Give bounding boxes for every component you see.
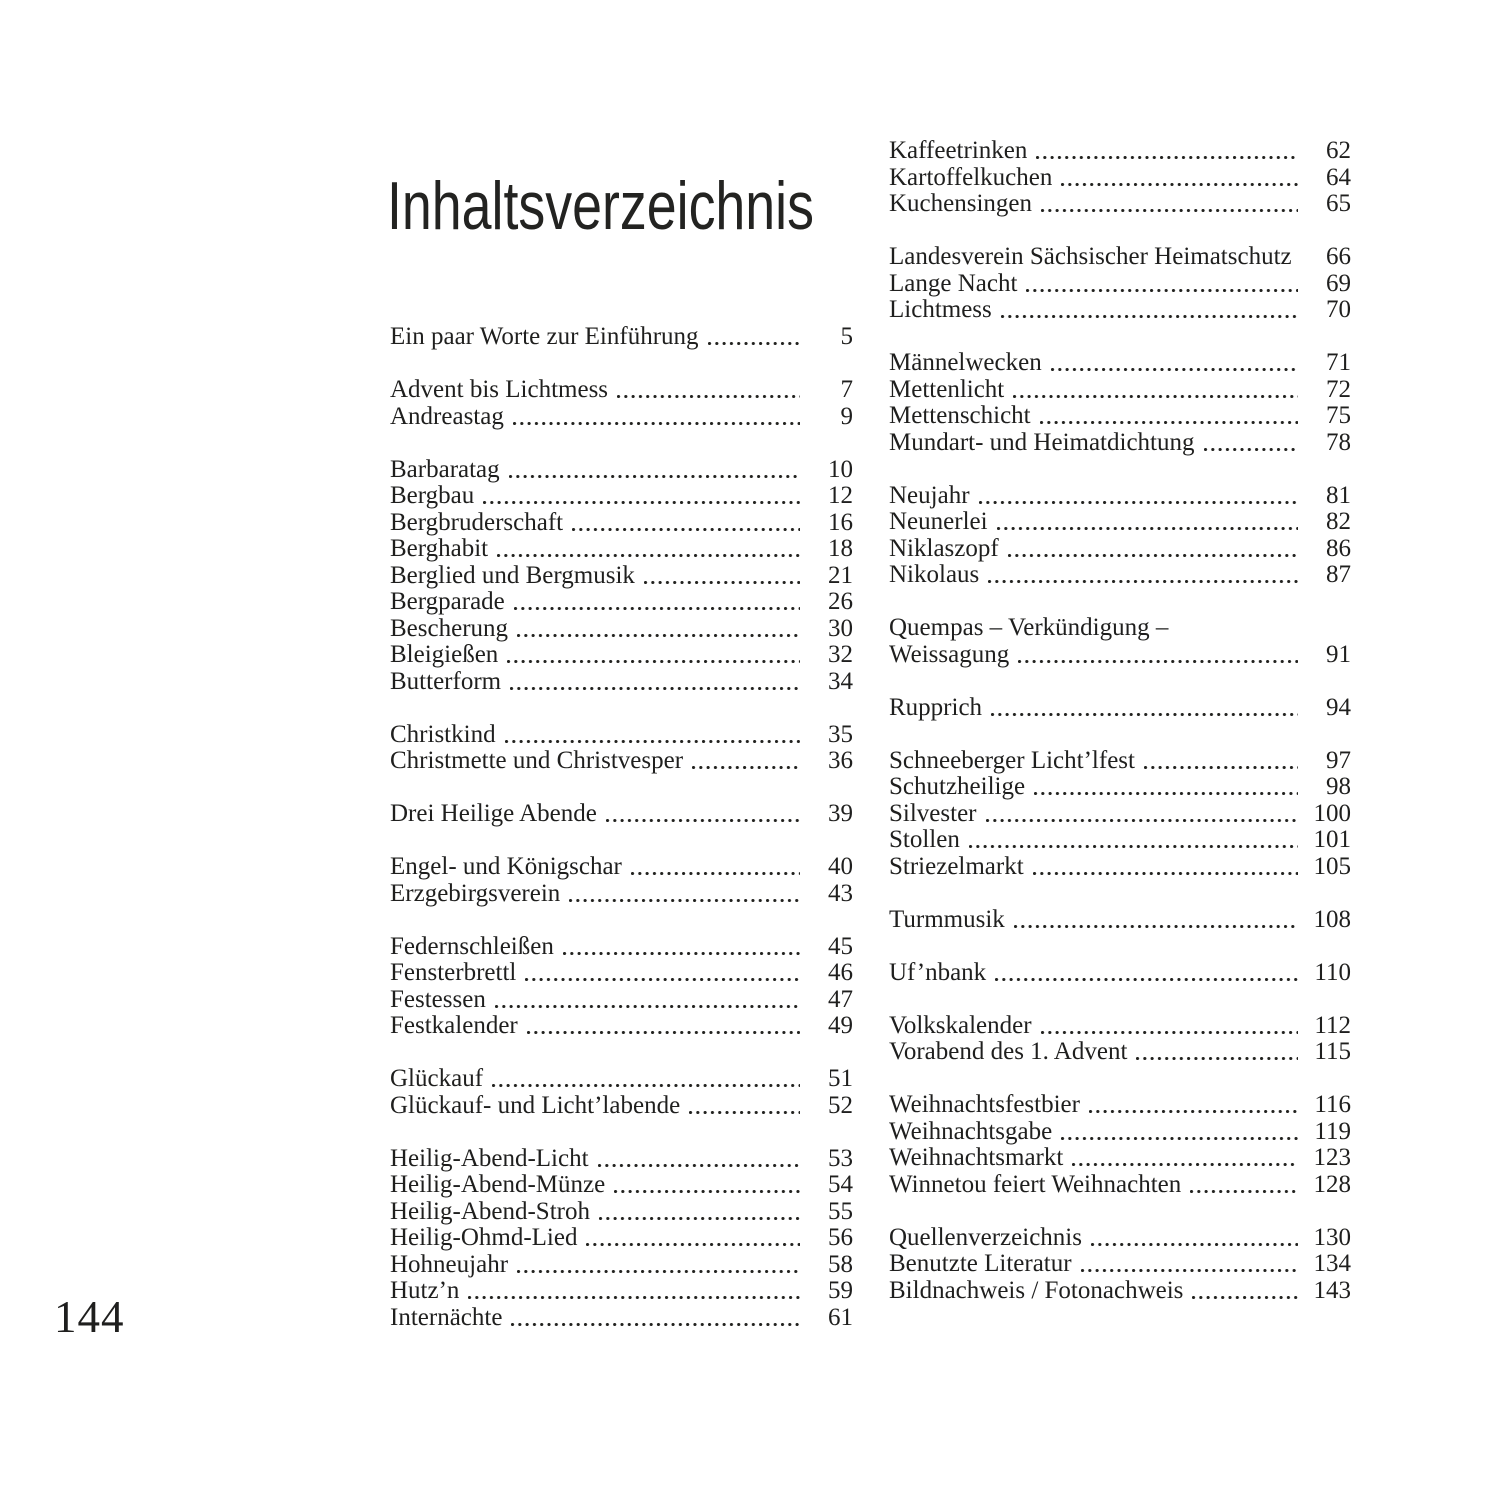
toc-entry — [889, 960, 1351, 987]
toc-entry — [390, 457, 853, 484]
entry-page-number: 61 — [828, 1303, 853, 1331]
dot-leader — [599, 1217, 800, 1220]
toc-entry — [889, 1119, 1351, 1146]
entry-label: Glückauf — [390, 1065, 484, 1092]
toc-entry — [889, 827, 1351, 854]
entry-page-number: 98 — [1326, 773, 1351, 800]
entry-label: Mettenschicht — [889, 402, 1031, 429]
page-title: Inhaltsverzeichnis — [387, 167, 814, 244]
toc-entry — [889, 377, 1351, 404]
toc-entry — [390, 987, 853, 1014]
toc-group — [390, 377, 853, 430]
entry-page-number: 112 — [1314, 1011, 1351, 1039]
entry-label: Bergbruderschaft — [390, 508, 564, 536]
entry-label: Stollen — [889, 826, 960, 853]
entry-label: Bergparade — [390, 588, 505, 615]
dot-leader — [517, 1270, 800, 1273]
entry-label: Fensterbrettl — [390, 959, 517, 986]
dot-leader — [517, 634, 800, 637]
entry-label: Erzgebirgsverein — [390, 879, 561, 907]
entry-label: Heilig-Abend-Münze — [390, 1171, 606, 1198]
toc-entry — [390, 1252, 853, 1279]
entry-page-number: 69 — [1326, 269, 1351, 297]
dot-leader — [692, 766, 800, 769]
dot-leader — [468, 1296, 800, 1299]
toc-entry — [390, 1278, 853, 1305]
entry-page-number: 116 — [1314, 1091, 1351, 1118]
toc-group — [390, 324, 853, 351]
entry-page-number: 59 — [828, 1277, 853, 1304]
entry-page-number: 123 — [1313, 1144, 1351, 1171]
entry-page-number: 72 — [1326, 375, 1351, 403]
entry-label: Neunerlei — [889, 508, 988, 535]
entry-page-number: 119 — [1314, 1117, 1351, 1145]
entry-page-number: 94 — [1326, 693, 1351, 721]
entry-label: Quellenverzeichnis — [889, 1223, 1082, 1251]
entry-label: Niklaszopf — [889, 534, 999, 562]
entry-page-number: 12 — [828, 482, 853, 509]
entry-page-number: 81 — [1326, 481, 1351, 509]
entry-label: Weihnachtsmarkt — [889, 1144, 1064, 1171]
entry-label: Quempas – Verkündigung – — [889, 614, 1169, 641]
toc-group — [889, 1092, 1351, 1198]
entry-page-number: 10 — [828, 455, 853, 483]
dot-leader — [979, 501, 1298, 504]
entry-label: Mettenlicht — [889, 375, 1005, 403]
entry-label: Lichtmess — [889, 296, 992, 323]
dot-leader — [617, 395, 800, 398]
dot-leader — [1061, 183, 1298, 186]
dot-leader — [1026, 289, 1298, 292]
toc-entry — [889, 430, 1351, 457]
entry-page-number: 82 — [1326, 508, 1351, 535]
toc-group — [889, 1013, 1351, 1066]
entry-label: Männelwecken — [889, 349, 1042, 376]
entry-label: Heilig-Abend-Stroh — [390, 1197, 590, 1225]
entry-label: Vorabend des 1. Advent — [889, 1038, 1128, 1065]
toc-column-left — [390, 324, 853, 1331]
toc-entry — [390, 722, 853, 749]
dot-leader — [1034, 792, 1298, 795]
entry-label: Rupprich — [889, 693, 983, 721]
toc-column-right — [889, 138, 1351, 1304]
toc-group — [889, 350, 1351, 456]
toc-entry — [889, 1225, 1351, 1252]
toc-entry — [390, 748, 853, 775]
dot-leader — [606, 819, 800, 822]
toc-group — [889, 615, 1351, 668]
toc-entry — [390, 377, 853, 404]
toc-entry — [889, 801, 1351, 828]
dot-leader — [991, 713, 1298, 716]
toc-group — [889, 695, 1351, 722]
toc-entry — [889, 138, 1351, 165]
entry-page-number: 56 — [828, 1224, 853, 1251]
entry-page-number: 86 — [1326, 534, 1351, 562]
dot-leader — [483, 501, 800, 504]
dot-leader — [1081, 1269, 1298, 1272]
entry-page-number: 46 — [828, 959, 853, 986]
entry-label: Festkalender — [390, 1012, 518, 1039]
dot-leader — [997, 527, 1298, 530]
entry-label: Winnetou feiert Weihnachten — [889, 1170, 1182, 1198]
entry-label: Heilig-Abend-Licht — [390, 1144, 589, 1172]
dot-leader — [1041, 1031, 1298, 1034]
toc-group — [889, 483, 1351, 589]
toc-group — [390, 1066, 853, 1119]
entry-label: Christmette und Christvesper — [390, 747, 684, 774]
dot-leader — [988, 580, 1298, 583]
toc-entry — [889, 1172, 1351, 1199]
entry-page-number: 101 — [1313, 826, 1351, 853]
entry-page-number: 110 — [1314, 958, 1351, 986]
dot-leader — [614, 1190, 800, 1193]
toc-entry — [390, 1093, 853, 1120]
dot-leader — [1051, 368, 1298, 371]
entry-label: Weihnachtsfestbier — [889, 1091, 1080, 1118]
entry-label: Hutz’n — [390, 1277, 460, 1304]
toc-group — [390, 1146, 853, 1332]
toc-entry — [889, 350, 1351, 377]
dot-leader — [1089, 1110, 1298, 1113]
dot-leader — [1192, 1296, 1298, 1299]
entry-page-number: 16 — [828, 508, 853, 536]
entry-page-number: 97 — [1326, 746, 1351, 774]
dot-leader — [525, 978, 800, 981]
toc-entry — [889, 1039, 1351, 1066]
dot-leader — [986, 819, 1299, 822]
toc-group — [889, 748, 1351, 881]
dot-leader — [995, 978, 1298, 981]
dot-leader — [1018, 660, 1298, 663]
entry-page-number: 45 — [828, 932, 853, 960]
dot-leader — [1033, 872, 1298, 875]
entry-page-number: 34 — [828, 667, 853, 695]
toc-group — [889, 138, 1351, 218]
toc-entry — [889, 509, 1351, 536]
dot-leader — [1001, 315, 1298, 318]
entry-label: Ein paar Worte zur Einführung — [390, 323, 699, 350]
toc-entry — [889, 191, 1351, 218]
dot-leader — [497, 554, 800, 557]
entry-page-number: 108 — [1313, 905, 1351, 933]
dot-leader — [569, 899, 800, 902]
entry-label: Schneeberger Licht’lfest — [889, 746, 1135, 774]
dot-leader — [644, 581, 800, 584]
entry-page-number: 9 — [840, 402, 853, 430]
entry-label: Kaffeetrinken — [889, 137, 1028, 164]
dot-leader — [1041, 209, 1298, 212]
entry-label: Mundart- und Heimatdichtung — [889, 428, 1195, 456]
entry-label: Nikolaus — [889, 561, 980, 588]
entry-label: Striezelmarkt — [889, 852, 1024, 880]
toc-entry — [889, 615, 1351, 642]
dot-leader — [1061, 1137, 1298, 1140]
entry-label: Glückauf- und Licht’labende — [390, 1091, 681, 1119]
entry-page-number: 32 — [828, 641, 853, 668]
dot-leader — [1144, 766, 1298, 769]
dot-leader — [1014, 925, 1298, 928]
entry-label: Heilig-Ohmd-Lied — [390, 1224, 578, 1251]
entry-page-number: 115 — [1314, 1038, 1351, 1065]
entry-page-number: 70 — [1326, 296, 1351, 323]
entry-label: Berghabit — [390, 535, 489, 562]
entry-page-number: 100 — [1313, 799, 1351, 827]
dot-leader — [598, 1164, 800, 1167]
toc-group — [889, 244, 1351, 324]
dot-leader — [708, 342, 800, 345]
entry-label: Bleigießen — [390, 641, 499, 668]
entry-label: Drei Heilige Abende — [390, 800, 597, 827]
entry-page-number: 62 — [1326, 137, 1351, 164]
dot-leader — [631, 872, 800, 875]
toc-entry — [889, 1278, 1351, 1305]
dot-leader — [1136, 1057, 1298, 1060]
toc-entry — [390, 1066, 853, 1093]
dot-leader — [1091, 1243, 1298, 1246]
toc-entry — [889, 695, 1351, 722]
toc-entry — [889, 403, 1351, 430]
toc-entry — [889, 854, 1351, 881]
toc-entry — [889, 165, 1351, 192]
toc-entry — [390, 801, 853, 828]
toc-entry — [889, 562, 1351, 589]
toc-entry — [390, 669, 853, 696]
entry-label: Silvester — [889, 799, 977, 827]
entry-page-number: 53 — [828, 1144, 853, 1172]
entry-label: Neujahr — [889, 481, 970, 509]
toc-entry — [889, 642, 1351, 669]
dot-leader — [1013, 395, 1298, 398]
toc-group — [889, 1225, 1351, 1305]
entry-label: Christkind — [390, 720, 496, 748]
entry-page-number: 39 — [828, 800, 853, 827]
toc-entry — [889, 297, 1351, 324]
toc-entry — [889, 536, 1351, 563]
entry-page-number: 36 — [828, 747, 853, 774]
dot-leader — [1008, 554, 1298, 557]
entry-page-number: 71 — [1326, 349, 1351, 376]
toc-group — [390, 722, 853, 775]
entry-label: Engel- und Königschar — [390, 853, 622, 880]
entry-page-number: 40 — [828, 853, 853, 880]
toc-entry — [390, 642, 853, 669]
toc-entry — [390, 1013, 853, 1040]
entry-label: Butterform — [390, 667, 502, 695]
entry-label: Lange Nacht — [889, 269, 1018, 297]
entry-page-number: 55 — [828, 1197, 853, 1225]
entry-label: Landesverein Sächsischer Heimatschutz — [889, 243, 1292, 270]
dot-leader — [1190, 1190, 1298, 1193]
entry-label: Benutzte Literatur — [889, 1250, 1072, 1277]
entry-page-number: 49 — [828, 1012, 853, 1039]
toc-entry — [889, 774, 1351, 801]
entry-page-number: 87 — [1326, 561, 1351, 588]
toc-entry — [390, 1199, 853, 1226]
dot-leader — [1040, 421, 1298, 424]
toc-entry — [390, 404, 853, 431]
toc-entry — [390, 483, 853, 510]
toc-entry — [390, 854, 853, 881]
toc-entry — [889, 748, 1351, 775]
entry-label: Turmmusik — [889, 905, 1005, 933]
entry-label: Uf’nbank — [889, 958, 987, 986]
entry-page-number: 5 — [840, 323, 853, 350]
toc-entry — [390, 1305, 853, 1332]
toc-group — [889, 960, 1351, 987]
dot-leader — [505, 740, 800, 743]
toc-entry — [390, 881, 853, 908]
entry-label: Barbaratag — [390, 455, 500, 483]
dot-leader — [511, 1323, 800, 1326]
entry-label: Bildnachweis / Fotonachweis — [889, 1276, 1184, 1304]
entry-label: Weihnachtsgabe — [889, 1117, 1053, 1145]
toc-entry — [390, 934, 853, 961]
dot-leader — [492, 1084, 800, 1087]
entry-page-number: 58 — [828, 1250, 853, 1278]
entry-page-number: 130 — [1313, 1223, 1351, 1251]
entry-page-number: 7 — [840, 376, 853, 403]
entry-label: Andreastag — [390, 402, 504, 430]
toc-entry — [889, 1092, 1351, 1119]
toc-entry — [889, 1145, 1351, 1172]
toc-group — [390, 854, 853, 907]
entry-label: Berglied und Bergmusik — [390, 561, 635, 589]
entry-label: Festessen — [390, 985, 486, 1013]
toc-entry — [889, 1251, 1351, 1278]
entry-page-number: 18 — [828, 535, 853, 562]
dot-leader — [572, 528, 800, 531]
toc-entry — [390, 324, 853, 351]
entry-label: Kartoffelkuchen — [889, 163, 1053, 191]
entry-label: Advent bis Lichtmess — [390, 376, 609, 403]
entry-page-number: 65 — [1326, 190, 1351, 217]
entry-label: Schutzheilige — [889, 773, 1026, 800]
entry-page-number: 30 — [828, 614, 853, 642]
dot-leader — [1204, 448, 1299, 451]
entry-page-number: 43 — [828, 879, 853, 907]
toc-group — [889, 907, 1351, 934]
dot-leader — [563, 952, 800, 955]
dot-leader — [495, 1005, 800, 1008]
toc-entry — [889, 244, 1351, 271]
toc-entry — [889, 483, 1351, 510]
toc-group — [390, 801, 853, 828]
entry-page-number: 91 — [1326, 640, 1351, 668]
entry-page-number: 52 — [828, 1091, 853, 1119]
dot-leader — [1036, 156, 1298, 159]
toc-group — [390, 934, 853, 1040]
toc-entry — [390, 589, 853, 616]
dot-leader — [969, 845, 1298, 848]
toc-entry — [889, 271, 1351, 298]
entry-page-number: 21 — [828, 561, 853, 589]
dot-leader — [514, 607, 800, 610]
dot-leader — [510, 687, 800, 690]
entry-page-number: 66 — [1326, 243, 1351, 270]
entry-label: Bescherung — [390, 614, 509, 642]
entry-label: Internächte — [390, 1303, 503, 1331]
entry-page-number: 134 — [1313, 1250, 1351, 1277]
entry-page-number: 143 — [1313, 1276, 1351, 1304]
entry-page-number: 51 — [828, 1065, 853, 1092]
entry-label: Hohneujahr — [390, 1250, 509, 1278]
entry-label: Weissagung — [889, 640, 1010, 668]
entry-page-number: 75 — [1326, 402, 1351, 429]
dot-leader — [507, 660, 800, 663]
entry-page-number: 35 — [828, 720, 853, 748]
toc-entry — [390, 960, 853, 987]
dot-leader — [1072, 1163, 1298, 1166]
toc-entry — [390, 1172, 853, 1199]
folio-page-number: 144 — [54, 1292, 125, 1342]
entry-label: Bergbau — [390, 482, 475, 509]
entry-label: Federnschleißen — [390, 932, 554, 960]
entry-page-number: 47 — [828, 985, 853, 1013]
entry-page-number: 128 — [1313, 1170, 1351, 1198]
toc-entry — [390, 1225, 853, 1252]
dot-leader — [509, 475, 800, 478]
entry-page-number: 54 — [828, 1171, 853, 1198]
toc-entry — [390, 616, 853, 643]
dot-leader — [513, 422, 800, 425]
toc-entry — [390, 563, 853, 590]
toc-group — [390, 457, 853, 696]
toc-entry — [390, 510, 853, 537]
entry-page-number: 105 — [1313, 852, 1351, 880]
toc-entry — [889, 1013, 1351, 1040]
entry-page-number: 26 — [828, 588, 853, 615]
entry-label: Kuchensingen — [889, 190, 1033, 217]
toc-entry — [390, 536, 853, 563]
entry-page-number: 78 — [1326, 428, 1351, 456]
dot-leader — [527, 1031, 800, 1034]
toc-entry — [889, 907, 1351, 934]
dot-leader — [689, 1111, 800, 1114]
dot-leader — [586, 1243, 800, 1246]
toc-entry — [390, 1146, 853, 1173]
entry-page-number: 64 — [1326, 163, 1351, 191]
entry-label: Volkskalender — [889, 1011, 1032, 1039]
